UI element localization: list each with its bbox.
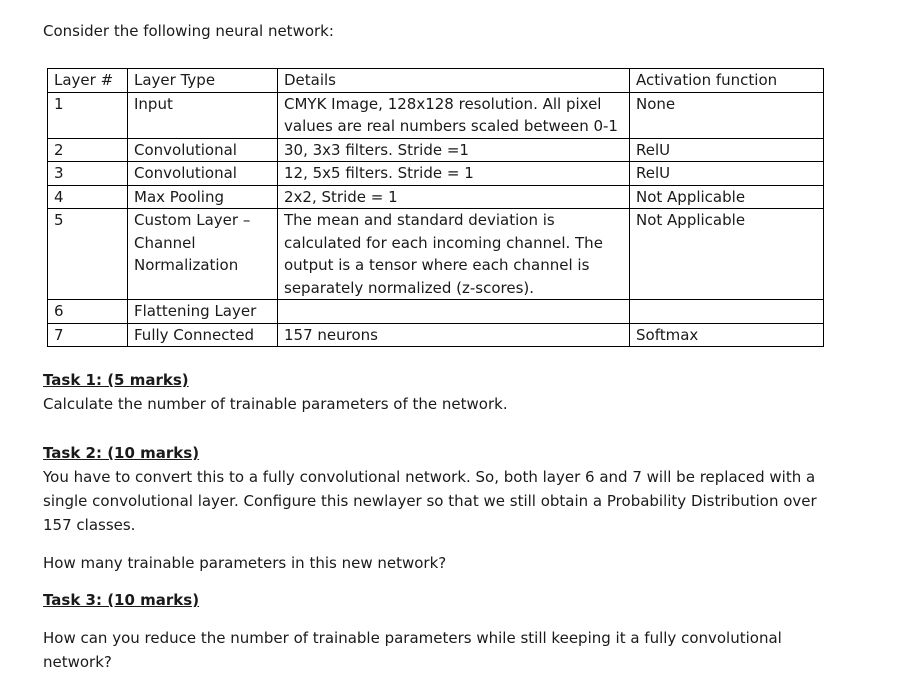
cell-activation: Softmax bbox=[630, 323, 824, 347]
cell-activation: RelU bbox=[630, 138, 824, 162]
task-1-title: Task 1: (5 marks) bbox=[43, 371, 189, 389]
task-3-body: How can you reduce the number of trainable parameters while still keeping it a fully convolutional network? bbox=[43, 629, 782, 671]
cell-layer-type: Max Pooling bbox=[128, 185, 278, 209]
cell-layer-num: 2 bbox=[48, 138, 128, 162]
table-header-row bbox=[48, 69, 824, 93]
cell-details: 12, 5x5 filters. Stride = 1 bbox=[278, 162, 630, 186]
cell-layer-type: Fully Connected bbox=[128, 323, 278, 347]
task-1 bbox=[43, 368, 833, 416]
task-2-question: How many trainable parameters in this new network? bbox=[43, 554, 447, 572]
table-row bbox=[48, 209, 824, 300]
cell-layer-type: Convolutional bbox=[128, 138, 278, 162]
table-row bbox=[48, 300, 824, 324]
cell-layer-type: Input bbox=[128, 92, 278, 138]
network-table bbox=[47, 68, 824, 347]
cell-layer-num: 6 bbox=[48, 300, 128, 324]
cell-details: 30, 3x3 filters. Stride =1 bbox=[278, 138, 630, 162]
cell-layer-num: 4 bbox=[48, 185, 128, 209]
cell-details: 157 neurons bbox=[278, 323, 630, 347]
cell-layer-num: 1 bbox=[48, 92, 128, 138]
cell-activation: Not Applicable bbox=[630, 185, 824, 209]
table-row bbox=[48, 92, 824, 138]
table-row bbox=[48, 185, 824, 209]
task-1-body: Calculate the number of trainable parameters of the network. bbox=[43, 395, 508, 413]
cell-activation: None bbox=[630, 92, 824, 138]
task-2 bbox=[43, 441, 833, 537]
cell-layer-type: Custom Layer – Channel Normalization bbox=[128, 209, 278, 300]
task-3-title: Task 3: (10 marks) bbox=[43, 591, 200, 609]
cell-activation: RelU bbox=[630, 162, 824, 186]
cell-details: The mean and standard deviation is calculated for each incoming channel. The output is a tensor where each channel is separately normalized (z-scores). bbox=[278, 209, 630, 300]
cell-details: 2x2, Stride = 1 bbox=[278, 185, 630, 209]
cell-activation: Not Applicable bbox=[630, 209, 824, 300]
table-row bbox=[48, 138, 824, 162]
table-row bbox=[48, 162, 824, 186]
cell-layer-num: 7 bbox=[48, 323, 128, 347]
intro-text: Consider the following neural network: bbox=[43, 22, 334, 40]
task-2-body: You have to convert this to a fully convolutional network. So, both layer 6 and 7 will be replaced with a single convolutional layer. Configure this newlayer so that we still obtain a Probability Distribution over 157 classes. bbox=[43, 468, 817, 534]
cell-layer-type: Convolutional bbox=[128, 162, 278, 186]
cell-details bbox=[278, 300, 630, 324]
cell-layer-type: Flattening Layer bbox=[128, 300, 278, 324]
cell-activation bbox=[630, 300, 824, 324]
table-row bbox=[48, 323, 824, 347]
header-details: Details bbox=[278, 69, 630, 93]
cell-layer-num: 5 bbox=[48, 209, 128, 300]
header-activation: Activation function bbox=[630, 69, 824, 93]
task-2-title: Task 2: (10 marks) bbox=[43, 444, 200, 462]
cell-details: CMYK Image, 128x128 resolution. All pixel values are real numbers scaled between 0-1 bbox=[278, 92, 630, 138]
header-layer-num: Layer # bbox=[48, 69, 128, 93]
header-layer-type: Layer Type bbox=[128, 69, 278, 93]
cell-layer-num: 3 bbox=[48, 162, 128, 186]
task-3-heading bbox=[43, 588, 833, 612]
